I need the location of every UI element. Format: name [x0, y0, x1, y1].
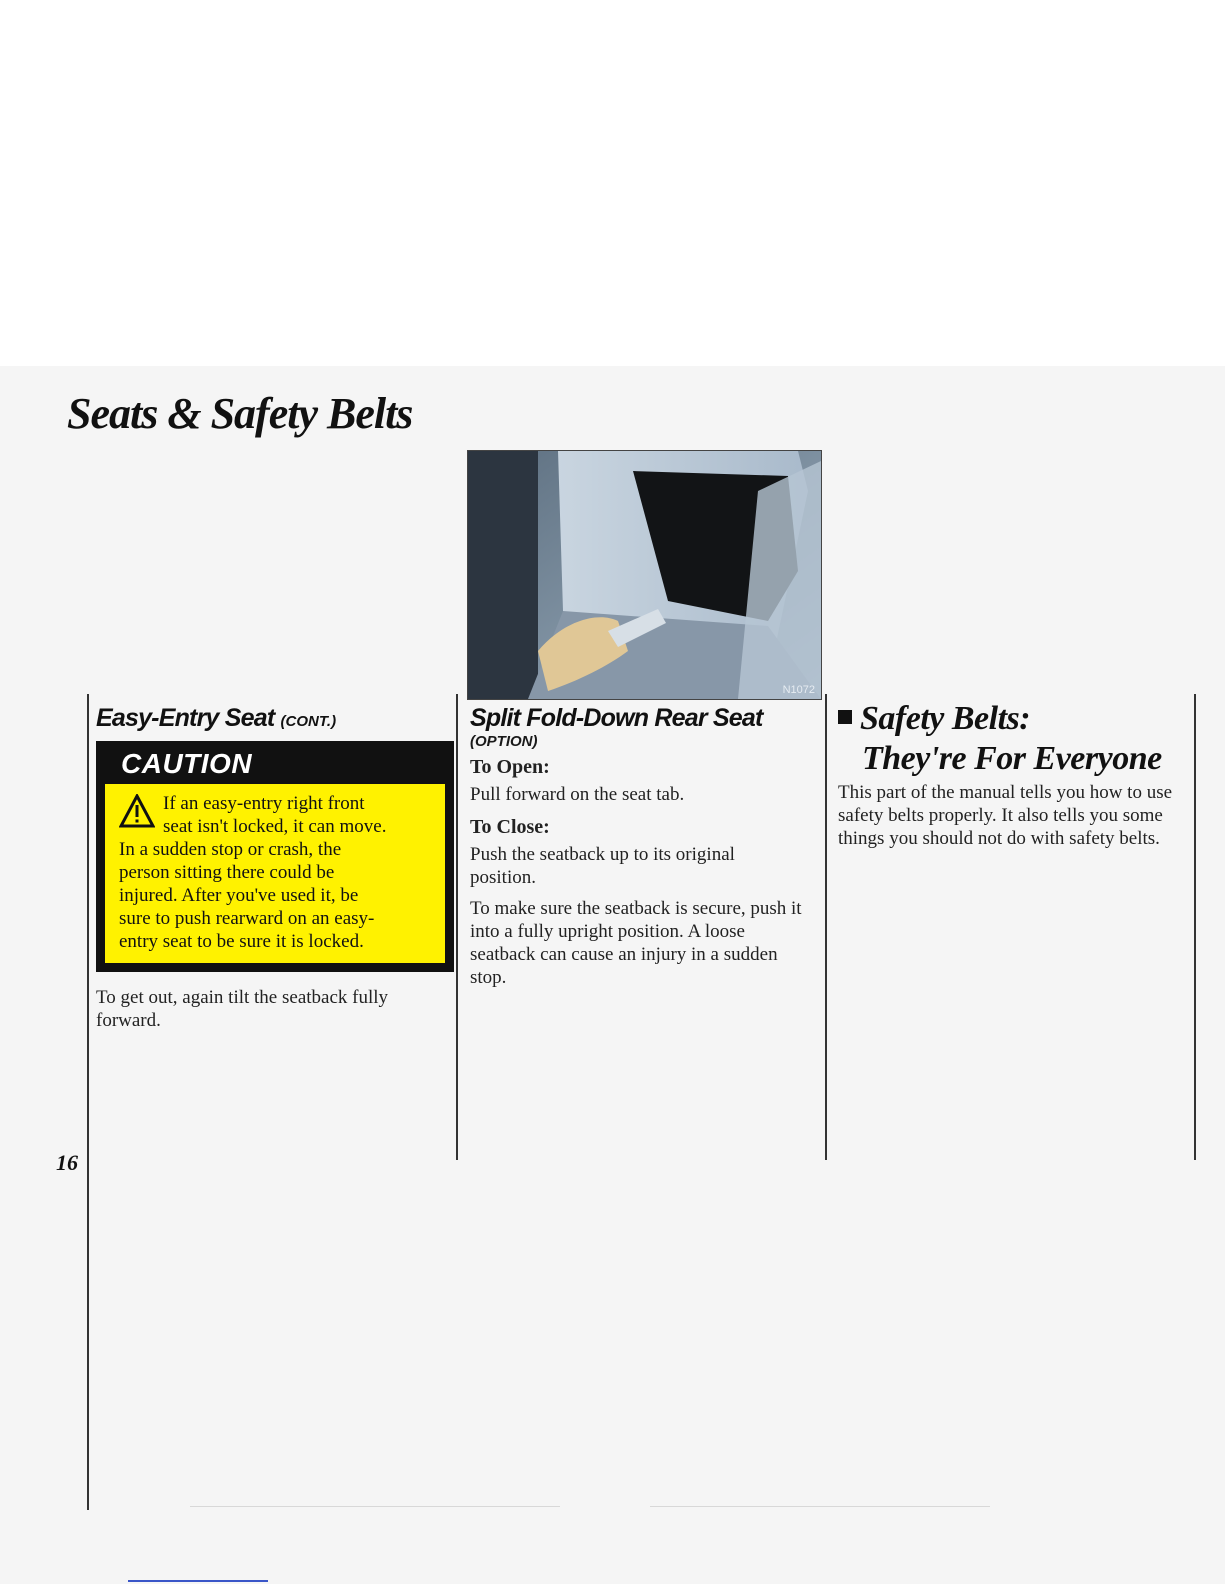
page-number: 16: [56, 1150, 78, 1175]
seat-tab-illustration: [468, 451, 821, 699]
section-heading-split-fold: Split Fold-Down Rear Seat: [470, 704, 763, 732]
safety-belts-heading-line1: [838, 699, 1193, 739]
secure-text: To make sure the seatback is secure, push it into a fully upright position. A loose seatback can cause an injury in a sudden stop.: [470, 898, 802, 988]
safety-belts-intro: This part of the manual tells you how to use safety belts properly. It also tells you some things you should not do with safety belts.: [838, 782, 1173, 849]
caution-box: [96, 741, 454, 972]
to-close-label: To Close:: [470, 816, 550, 838]
heading-text: Easy-Entry Seat: [96, 704, 275, 732]
column-divider-left: [87, 694, 89, 1510]
bullet-square-icon: [838, 710, 852, 724]
heading-line1-text: Safety Belts:: [860, 700, 1031, 737]
caution-line: sure to push rearward on an easy-: [119, 908, 375, 929]
link-underline: [128, 1580, 268, 1582]
column-safety-belts: [838, 699, 1193, 850]
column-split-fold-down: [470, 704, 815, 989]
page-header-title: Seats & Safety Belts: [67, 389, 413, 438]
warning-triangle-icon: [119, 794, 155, 828]
heading-suffix: (CONT.): [280, 713, 337, 730]
caution-title: CAUTION: [99, 744, 451, 784]
footer-rule-right: [650, 1506, 990, 1507]
section-heading-easy-entry: [96, 704, 456, 733]
option-label: (OPTION): [470, 733, 538, 750]
photo-code: N1072: [782, 684, 815, 696]
column-divider-mid2: [825, 694, 827, 1160]
caution-body: [105, 784, 445, 963]
caution-line: person sitting there could be: [119, 862, 335, 883]
to-open-label: To Open:: [470, 756, 550, 778]
caution-line: injured. After you've used it, be: [119, 885, 359, 906]
column-divider-right: [1194, 694, 1196, 1160]
column-divider-mid1: [456, 694, 458, 1160]
to-open-text: Pull forward on the seat tab.: [470, 784, 685, 805]
caution-line: seat isn't locked, it can move.: [163, 816, 387, 837]
to-close-text: Push the seatback up to its original position.: [470, 844, 735, 888]
safety-belts-heading-line2: They're For Everyone: [862, 740, 1162, 777]
caution-line: If an easy-entry right front: [163, 793, 365, 814]
seat-photo: [467, 450, 822, 700]
get-out-text: To get out, again tilt the seatback fully forward.: [96, 987, 389, 1031]
footer-rule-left: [190, 1506, 560, 1507]
caution-line: entry seat to be sure it is locked.: [119, 931, 364, 952]
caution-line: In a sudden stop or crash, the: [119, 839, 342, 860]
manual-page: [0, 366, 1225, 1584]
column-easy-entry: [96, 704, 456, 1032]
